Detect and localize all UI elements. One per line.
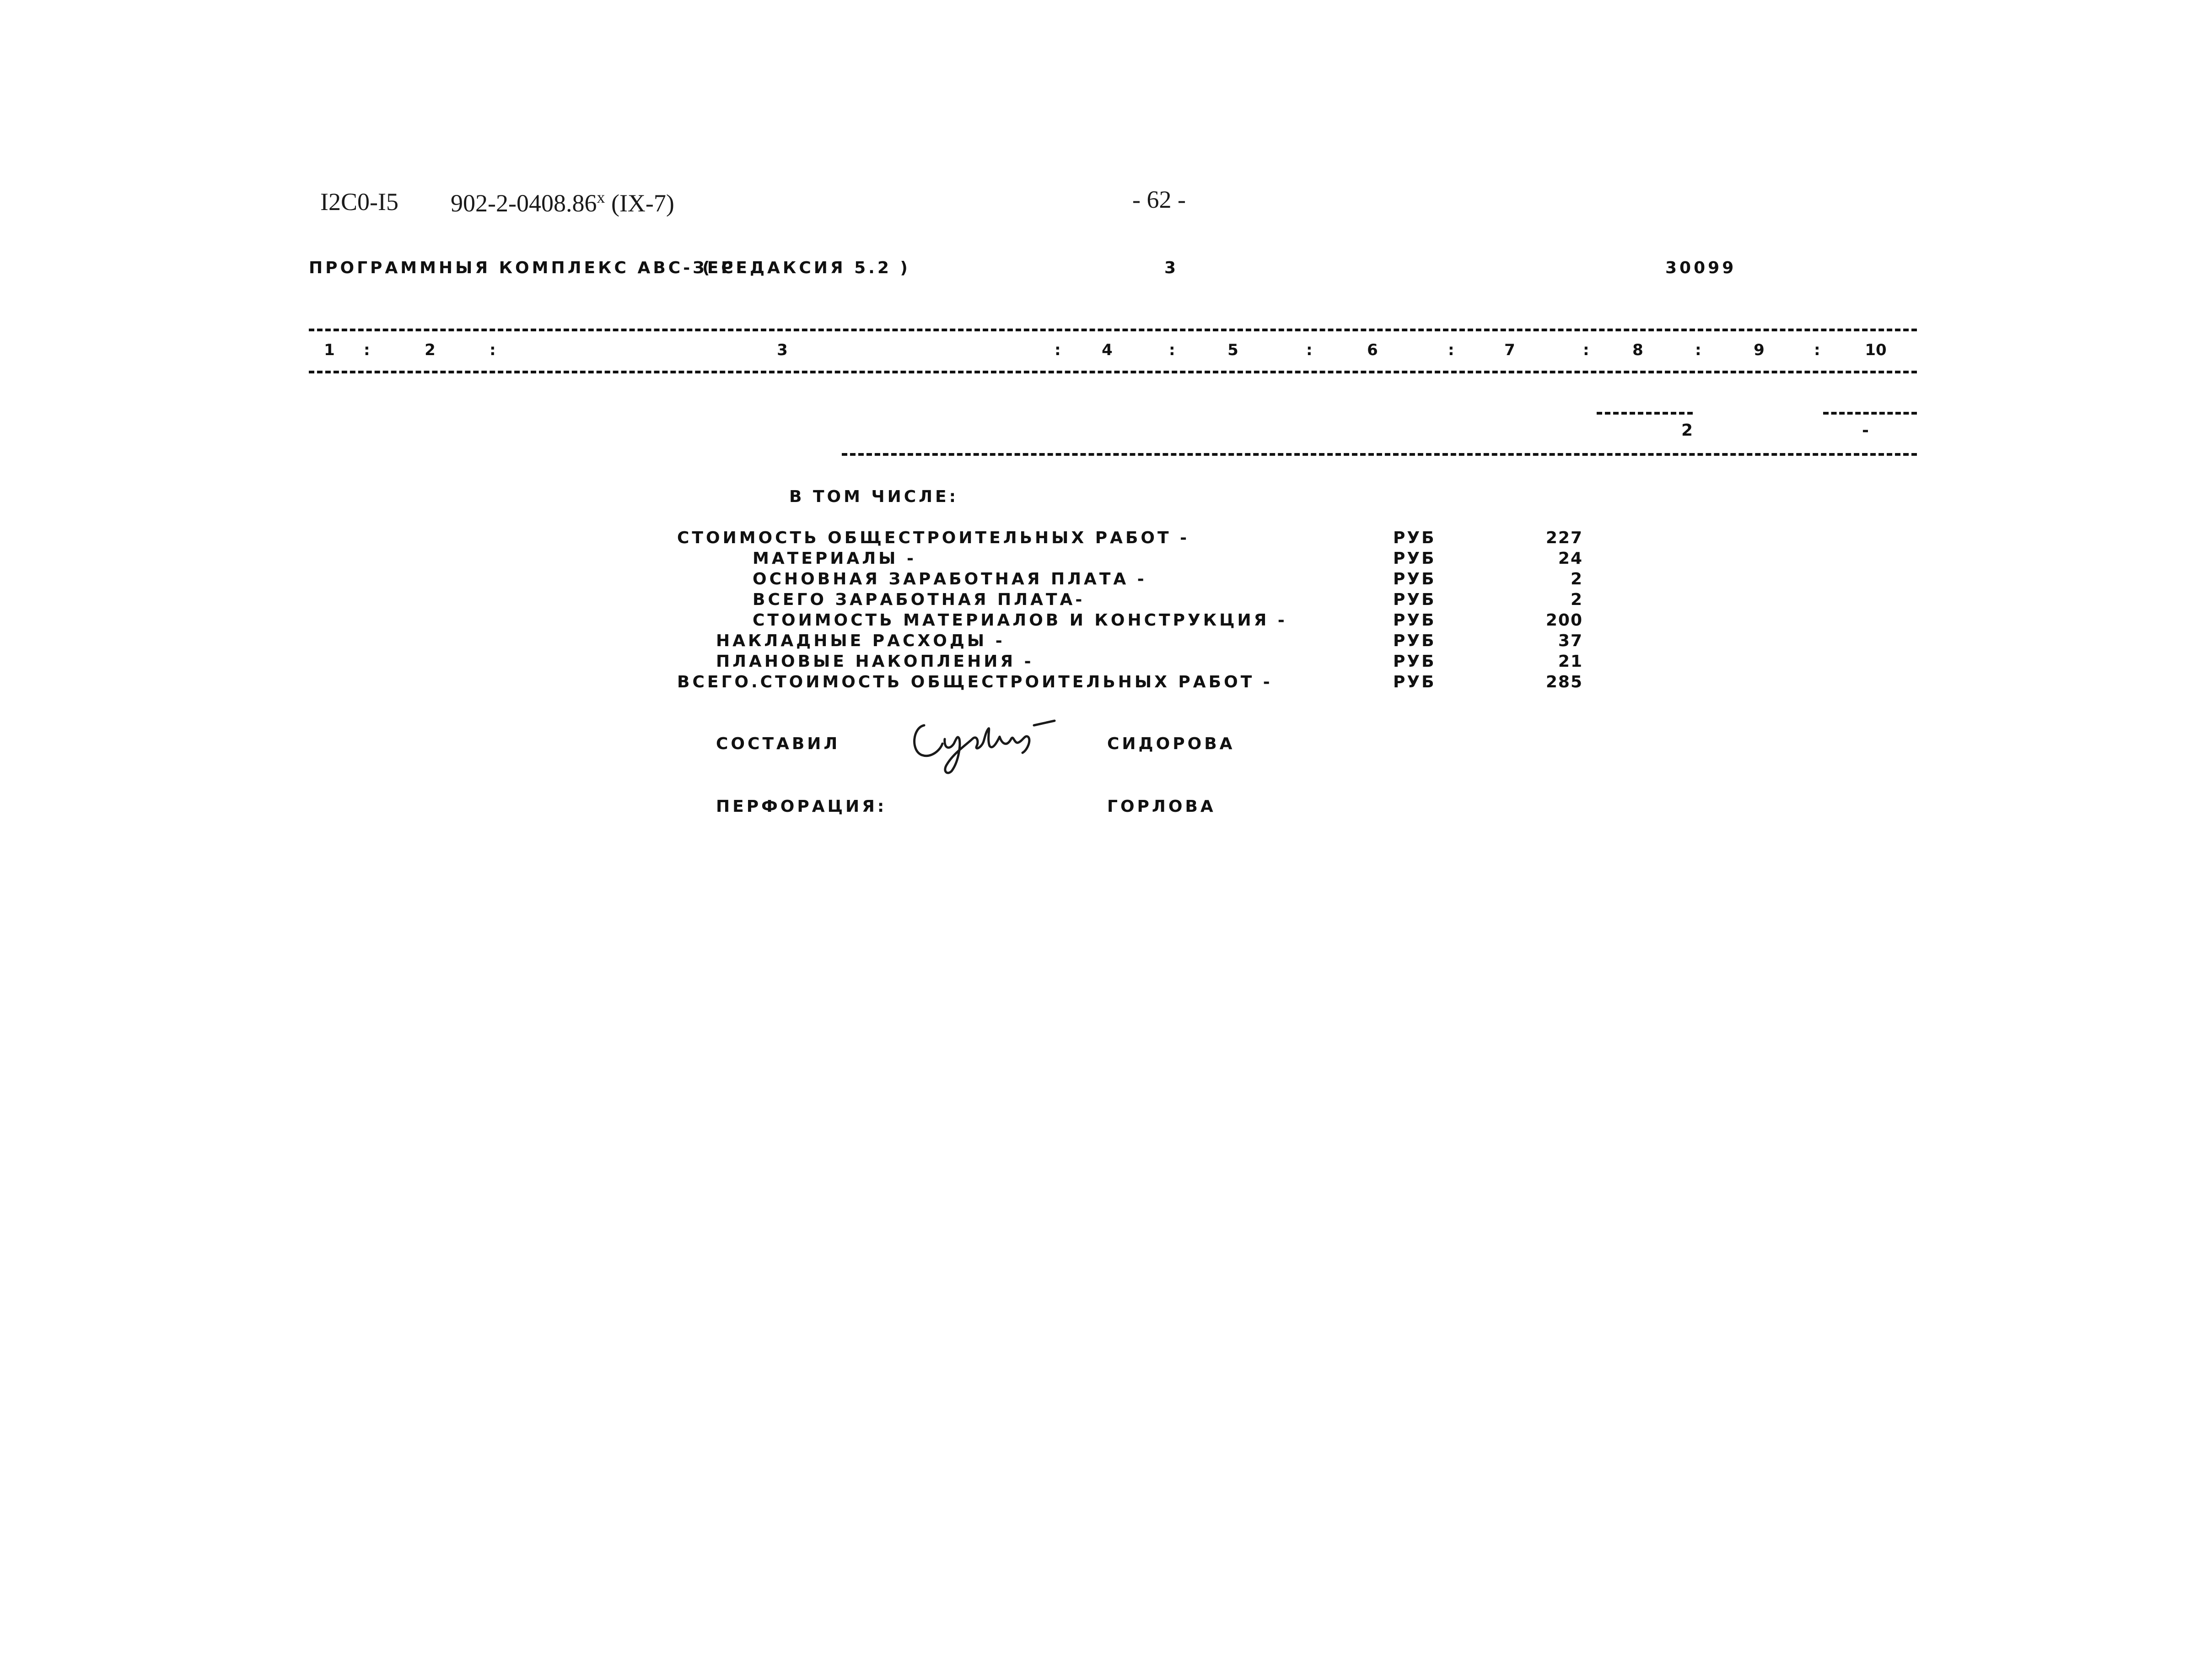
breakdown-row-value: 227 xyxy=(1545,529,1583,547)
project-code xyxy=(451,188,674,217)
column-number-6: 6 xyxy=(1367,341,1378,359)
breakdown-row-label: ВСЕГО.СТОИМОСТЬ ОБЩЕСТРОИТЕЛЬНЫХ РАБОТ - xyxy=(677,673,1273,691)
breakdown-row-value: 24 xyxy=(1558,549,1583,568)
column-separator: : xyxy=(1306,341,1313,359)
breakdown-row-label: СТОИМОСТЬ ОБЩЕСТРОИТЕЛЬНЫХ РАБОТ - xyxy=(677,529,1190,547)
program-edition: ( РЕДАКСИЯ 5.2 ) xyxy=(702,259,910,277)
column-separator: : xyxy=(1583,341,1589,359)
perforation-label: ПЕРФОРАЦИЯ: xyxy=(716,797,887,816)
breakdown-row-unit: РУБ xyxy=(1393,529,1436,547)
column-separator: : xyxy=(1055,341,1061,359)
breakdown-row-unit: РУБ xyxy=(1393,611,1436,630)
breakdown-row-value: 21 xyxy=(1558,652,1583,671)
compiled-by-label: СОСТАВИЛ xyxy=(716,734,840,753)
breakdown-row-value: 37 xyxy=(1558,632,1583,650)
subtotal-value-col8: 2 xyxy=(1681,421,1693,440)
column-number-3: 3 xyxy=(777,341,788,359)
subtotal-rule-col10 xyxy=(1823,412,1917,415)
column-number-10: 10 xyxy=(1865,341,1887,359)
perforation-name: ГОРЛОВА xyxy=(1107,797,1216,816)
program-name: ПРОГРАММНЫЯ КОМПЛЕКС АВС-ЗЕС xyxy=(309,259,736,277)
column-number-5: 5 xyxy=(1227,341,1238,359)
project-code-superscript: x xyxy=(597,188,605,206)
page-number: - 62 - xyxy=(1132,186,1186,213)
handwritten-signature xyxy=(908,707,1064,780)
column-separator: : xyxy=(1448,341,1454,359)
breakdown-row-value: 2 xyxy=(1570,590,1583,609)
program-code: 30099 xyxy=(1665,259,1737,277)
column-number-1: 1 xyxy=(324,341,335,359)
breakdown-row-unit: РУБ xyxy=(1393,652,1436,671)
breakdown-row-label: ПЛАНОВЫЕ НАКОПЛЕНИЯ - xyxy=(716,652,1034,671)
column-separator: : xyxy=(364,341,370,359)
subtotal-value-col10: - xyxy=(1862,421,1869,440)
breakdown-row-unit: РУБ xyxy=(1393,632,1436,650)
breakdown-row-value: 2 xyxy=(1570,570,1583,588)
column-number-9: 9 xyxy=(1754,341,1765,359)
table-header-top-rule xyxy=(309,329,1917,331)
column-number-2: 2 xyxy=(425,341,436,359)
breakdown-heading: В ТОМ ЧИСЛЕ: xyxy=(789,487,959,506)
breakdown-row-label: ОСНОВНАЯ ЗАРАБОТНАЯ ПЛАТА - xyxy=(753,570,1147,588)
breakdown-row-label: НАКЛАДНЫЕ РАСХОДЫ - xyxy=(716,632,1005,650)
breakdown-row-label: ВСЕГО ЗАРАБОТНАЯ ПЛАТА- xyxy=(753,590,1085,609)
sheet-code: I2C0-I5 xyxy=(320,188,398,216)
project-code-suffix: (IX-7) xyxy=(611,189,674,217)
column-separator: : xyxy=(1814,341,1820,359)
breakdown-row-unit: РУБ xyxy=(1393,549,1436,568)
subtotal-rule-col8 xyxy=(1597,412,1693,415)
program-number: 3 xyxy=(1164,259,1179,277)
breakdown-row-label: МАТЕРИАЛЫ - xyxy=(753,549,916,568)
subtotal-bottom-rule xyxy=(842,453,1917,456)
breakdown-row-unit: РУБ xyxy=(1393,590,1436,609)
column-number-7: 7 xyxy=(1504,341,1515,359)
breakdown-row-unit: РУБ xyxy=(1393,673,1436,691)
breakdown-row-label: СТОИМОСТЬ МАТЕРИАЛОВ И КОНСТРУКЦИЯ - xyxy=(753,611,1287,630)
breakdown-row-value: 200 xyxy=(1545,611,1583,630)
breakdown-row-unit: РУБ xyxy=(1393,570,1436,588)
table-header-bottom-rule xyxy=(309,371,1917,373)
column-separator: : xyxy=(490,341,496,359)
compiled-by-name: СИДОРОВА xyxy=(1107,734,1235,753)
column-number-8: 8 xyxy=(1632,341,1643,359)
project-code-number: 902-2-0408.86 xyxy=(451,189,597,217)
column-separator: : xyxy=(1169,341,1175,359)
breakdown-row-value: 285 xyxy=(1545,673,1583,691)
column-separator: : xyxy=(1695,341,1701,359)
column-number-4: 4 xyxy=(1102,341,1113,359)
